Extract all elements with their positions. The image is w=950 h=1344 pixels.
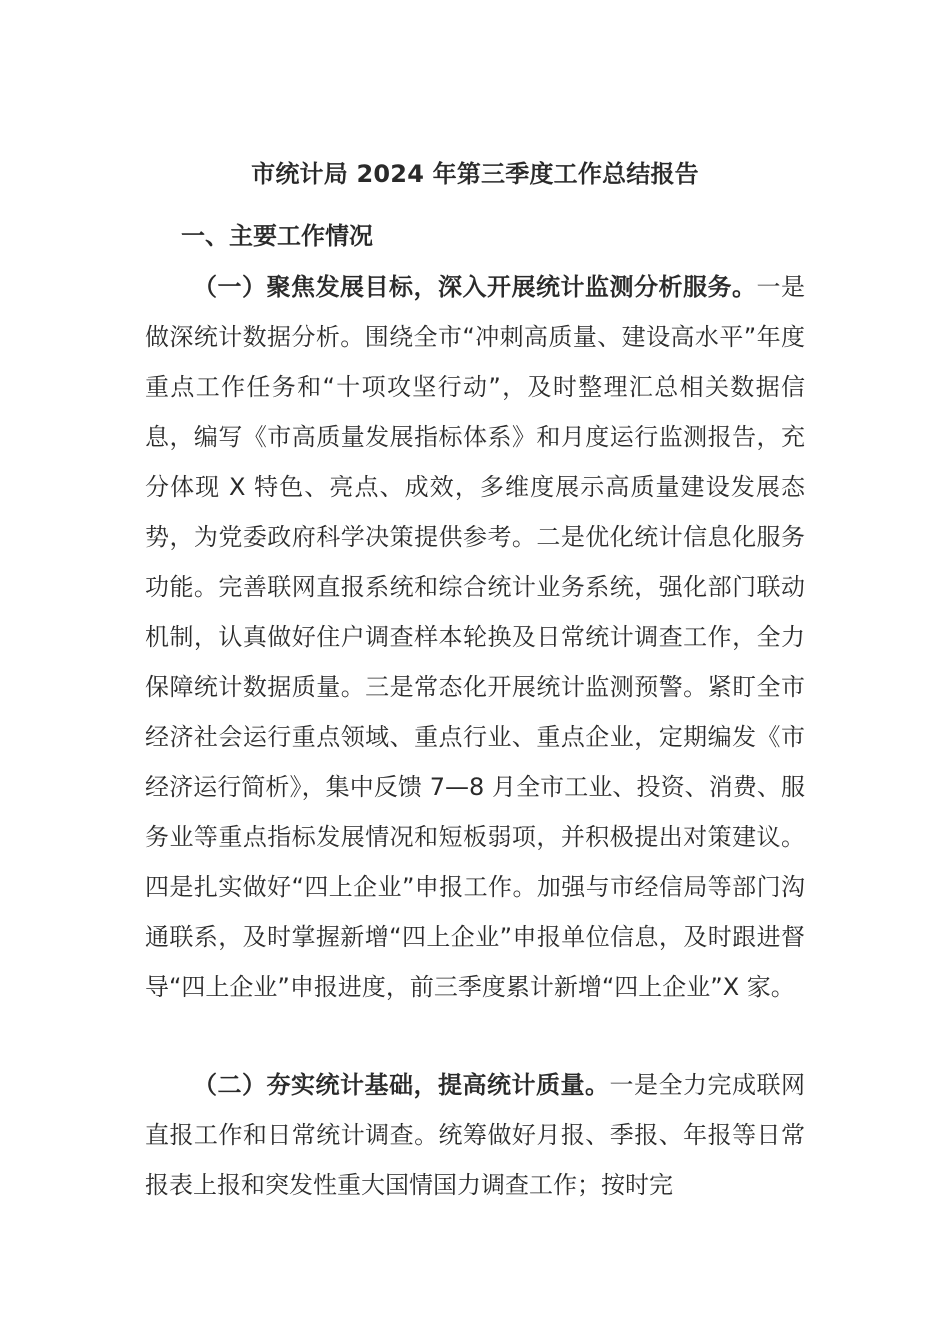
section-heading: 一、主要工作情况 bbox=[181, 222, 373, 250]
report-title: 市统计局 2024 年第三季度工作总结报告 bbox=[251, 160, 699, 188]
paragraph-1-body: 一是做深统计数据分析。围绕全市“冲刺高质量、建设高水平”年度重点工作任务和“十项攻坚行动”，及时整理汇总相关数据信息，编写《市高质量发展指标体系》和月度运行监测报告，充分体现 X 特色、亮点、成效，多维度展示高质量建设发展态势，为党委政府科学决策提供参考。二是优化统计信息化服务功能。完善联网直报系统和综合统计业务系统，强化部门联动机制，认真做好住户调查样本轮换及日常统计调查工作，全力保障统计数据质量。三是常态化开展统计监测预警。紧盯全市经济社会运行重点领域、重点行业、重点企业，定期编发《市经济运行简析》，集中反馈 7—8 月全市工业、投资、消费、服务业等重点指标发展情况和短板弱项，并积极提出对策建议。四是扎实做好“四上企业”申报工作。加强与市经信局等部门沟通联系，及时掌握新增“四上企业”申报单位信息，及时跟进督导“四上企业”申报进度，前三季度累计新增“四上企业”X 家。 bbox=[145, 273, 805, 1001]
paragraph-2-lead: （二）夯实统计基础，提高统计质量。 bbox=[193, 1071, 610, 1099]
paragraph-2-body: 一是全力完成联网直报工作和日常统计调查。统筹做好月报、季报、年报等日常报表上报和突发性重大国情国力调查工作；按时完 bbox=[145, 1071, 805, 1199]
paragraph-1 bbox=[145, 262, 805, 1012]
paragraph-1-lead: （一）聚焦发展目标，深入开展统计监测分析服务。 bbox=[193, 273, 757, 301]
paragraph-2 bbox=[145, 1060, 805, 1210]
